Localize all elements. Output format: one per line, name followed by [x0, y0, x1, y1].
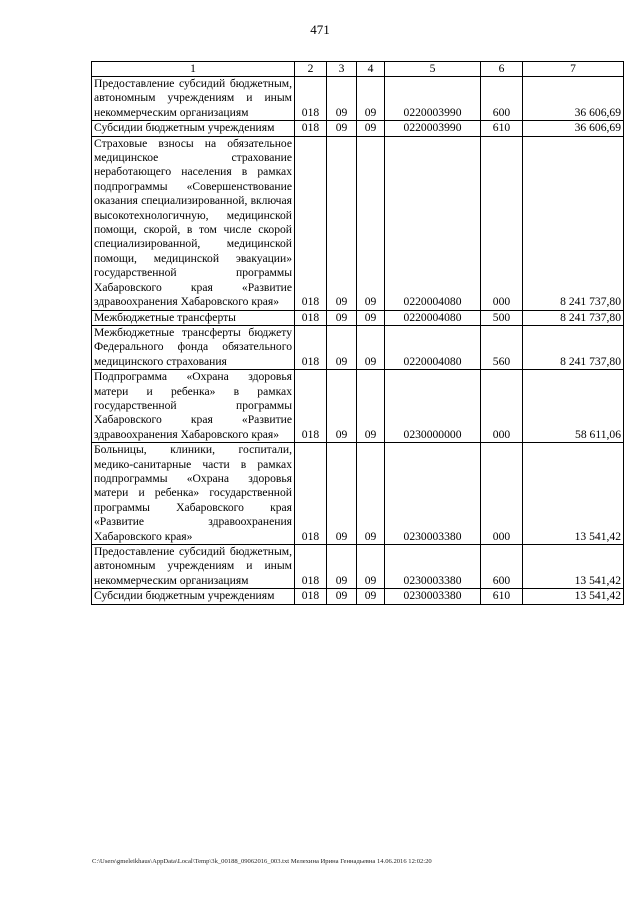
row-expense-type: 000 [481, 370, 523, 443]
table-row [92, 325, 624, 369]
row-gr-code: 018 [295, 77, 327, 121]
row-gr-code: 018 [295, 545, 327, 589]
column-number-3: 3 [327, 62, 357, 77]
column-number-2: 2 [295, 62, 327, 77]
row-target-article: 0220003990 [385, 121, 481, 136]
row-name: Предоставление субсидий бюджетным, автономным учреждениям и иным некоммерческим организациям [92, 77, 295, 121]
row-target-article: 0230003380 [385, 443, 481, 545]
row-name: Предоставление субсидий бюджетным, автономным учреждениям и иным некоммерческим организациям [92, 545, 295, 589]
row-section-code: 09 [327, 325, 357, 369]
table-row [92, 77, 624, 121]
row-section-code: 09 [327, 443, 357, 545]
row-sum: 36 606,69 [523, 77, 624, 121]
row-sum: 13 541,42 [523, 545, 624, 589]
row-name: Подпрограмма «Охрана здоровья матери и ребенка» в рамках государственной программы Хабаровского края «Развитие здравоохранения Хабаровского края» [92, 370, 295, 443]
row-expense-type: 600 [481, 77, 523, 121]
column-number-6: 6 [481, 62, 523, 77]
row-sum: 13 541,42 [523, 589, 624, 604]
footer-file-path: C:\Users\gmeleikhaus\AppData\Local\Temp\3k_00188_09062016_003.txt Мелехина Ирина Геннадьевна 14.06.2016 12:02:20 [92, 858, 432, 865]
row-subsection-code: 09 [357, 136, 385, 310]
row-expense-type: 610 [481, 121, 523, 136]
row-gr-code: 018 [295, 325, 327, 369]
column-number-4: 4 [357, 62, 385, 77]
row-sum: 13 541,42 [523, 443, 624, 545]
row-section-code: 09 [327, 136, 357, 310]
row-section-code: 09 [327, 545, 357, 589]
row-expense-type: 000 [481, 136, 523, 310]
row-subsection-code: 09 [357, 370, 385, 443]
row-name: Больницы, клиники, госпитали, медико-санитарные части в рамках подпрограммы «Охрана здоровья матери и ребенка» государственной программы Хабаровского края «Развитие здравоохранения Хабаровского края» [92, 443, 295, 545]
row-name: Межбюджетные трансферты [92, 310, 295, 325]
row-target-article: 0220004080 [385, 310, 481, 325]
row-gr-code: 018 [295, 370, 327, 443]
table-row [92, 443, 624, 545]
row-gr-code: 018 [295, 589, 327, 604]
row-name: Субсидии бюджетным учреждениям [92, 121, 295, 136]
table-row [92, 136, 624, 310]
row-expense-type: 610 [481, 589, 523, 604]
row-sum: 8 241 737,80 [523, 325, 624, 369]
row-expense-type: 500 [481, 310, 523, 325]
row-expense-type: 560 [481, 325, 523, 369]
table-row [92, 121, 624, 136]
row-section-code: 09 [327, 589, 357, 604]
row-section-code: 09 [327, 370, 357, 443]
row-section-code: 09 [327, 121, 357, 136]
table-row [92, 589, 624, 604]
row-section-code: 09 [327, 77, 357, 121]
budget-table [91, 61, 624, 605]
row-target-article: 0220004080 [385, 325, 481, 369]
row-subsection-code: 09 [357, 589, 385, 604]
row-subsection-code: 09 [357, 77, 385, 121]
row-sum: 8 241 737,80 [523, 310, 624, 325]
row-subsection-code: 09 [357, 545, 385, 589]
column-number-7: 7 [523, 62, 624, 77]
table-row [92, 310, 624, 325]
row-gr-code: 018 [295, 121, 327, 136]
row-subsection-code: 09 [357, 121, 385, 136]
row-sum: 58 611,06 [523, 370, 624, 443]
row-target-article: 0230003380 [385, 545, 481, 589]
row-sum: 36 606,69 [523, 121, 624, 136]
row-subsection-code: 09 [357, 443, 385, 545]
column-number-5: 5 [385, 62, 481, 77]
row-target-article: 0220003990 [385, 77, 481, 121]
row-name: Страховые взносы на обязательное медицинское страхование неработающего населения в рамках подпрограммы «Совершенствование оказания специализированной, включая высокотехнологичную, медицинской помощи, скорой, в том числе скорой специализированной, медицинской помощи, медицинской эвакуации» государственной программы Хабаровского края «Развитие здравоохранения Хабаровского края» [92, 136, 295, 310]
row-subsection-code: 09 [357, 325, 385, 369]
table-row [92, 370, 624, 443]
column-number-header-row [92, 62, 624, 77]
row-gr-code: 018 [295, 136, 327, 310]
row-name: Межбюджетные трансферты бюджету Федерального фонда обязательного медицинского страхования [92, 325, 295, 369]
row-target-article: 0230003380 [385, 589, 481, 604]
row-subsection-code: 09 [357, 310, 385, 325]
table-row [92, 545, 624, 589]
row-target-article: 0220004080 [385, 136, 481, 310]
row-gr-code: 018 [295, 443, 327, 545]
column-number-1: 1 [92, 62, 295, 77]
row-sum: 8 241 737,80 [523, 136, 624, 310]
row-section-code: 09 [327, 310, 357, 325]
row-gr-code: 018 [295, 310, 327, 325]
page-number: 471 [310, 22, 330, 37]
row-expense-type: 000 [481, 443, 523, 545]
row-name: Субсидии бюджетным учреждениям [92, 589, 295, 604]
row-expense-type: 600 [481, 545, 523, 589]
row-target-article: 0230000000 [385, 370, 481, 443]
